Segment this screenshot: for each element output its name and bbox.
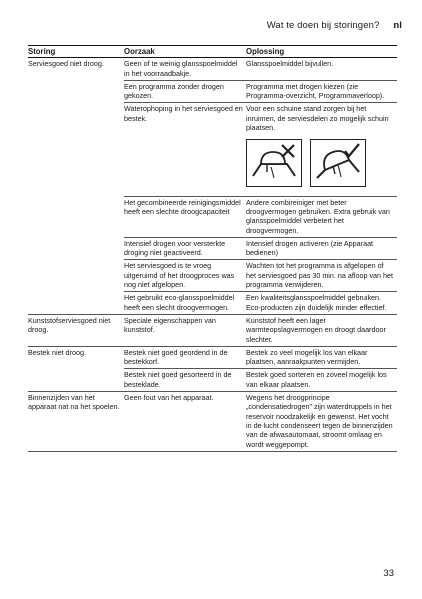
cause-cell: Geen of te weinig glansspoelmiddel in het voorraadbakje. [124, 58, 246, 81]
solution-cell: Bestek goed sorteren en zoveel mogelijk los van elkaar plaatsen. [246, 369, 397, 392]
cause-cell: Intensief drogen voor versterkte droging niet geactiveerd. [124, 237, 246, 260]
cross-mark-icon [282, 145, 294, 157]
problem-cell: Kunststofserviesgoed niet droog. [28, 314, 124, 346]
problem-cell: Binnenzijden van het apparaat nat na het spoelen. [28, 392, 124, 452]
solution-cell: Programma met drogen kiezen (zie Programma-overzicht, Programmaverloop). [246, 80, 397, 103]
cause-cell: Bestek niet goed gesorteerd in de besteklade. [124, 369, 246, 392]
table-row [28, 392, 397, 452]
table-header-row [28, 46, 397, 58]
column-header-problem: Storing [28, 46, 124, 58]
table-row [28, 58, 397, 81]
cause-cell: Het serviesgoed is te vroeg uitgeruimd of het droogproces was nog niet afgelopen. [124, 260, 246, 292]
solution-cell: Intensief drogen activeren (zie Apparaat bedienen) [246, 237, 397, 260]
cause-cell: Het gebruikt eco-glansspoelmiddel heeft een slecht droogvermogen. [124, 292, 246, 315]
solution-cell: Wachten tot het programma is afgelopen of het serviesgoed pas 30 min. na afloop van het programma verwijderen. [246, 260, 397, 292]
cause-cell: Speciale eigenschappen van kunststof. [124, 314, 246, 346]
cause-cell: Bestek niet goed geordend in de bestekkorf. [124, 346, 246, 369]
language-tag: nl [393, 20, 402, 31]
solution-cell: Een kwaliteitsglansspoelmiddel gebruiken. Eco-producten zijn duidelijk minder effectief. [246, 292, 397, 315]
problem-cell: Serviesgoed niet droog. [28, 58, 124, 315]
solution-cell: Bestek zo veel mogelijk los van elkaar plaatsen, aanraakpunten vermijden. [246, 346, 397, 369]
cause-cell: Het gecombineerde reinigingsmiddel heeft een slechte droogcapaciteit [124, 196, 246, 237]
page-header [267, 20, 402, 31]
solution-cell: Kunststof heeft een lager warmteopslagvermogen en droogt daardoor slechter. [246, 314, 397, 346]
header-title: Wat te doen bij storingen? [266, 20, 380, 31]
solution-cell: Andere combireiniger met beter droogvermogen gebruiken. Extra gebruik van glansspoelmiddel verbetert het droogvermogen. [246, 196, 397, 237]
cause-cell: Geen fout van het apparaat. [124, 392, 246, 452]
cause-cell: Waterophoping in het serviesgoed en bestek. [124, 103, 246, 196]
solution-cell: Glansspoelmiddel bijvullen. [246, 58, 397, 81]
troubleshooting-table [28, 45, 397, 452]
page-number: 33 [383, 568, 394, 579]
check-mark-icon [345, 144, 359, 156]
right-loading-illustration [310, 139, 366, 187]
problem-cell: Bestek niet droog. [28, 346, 124, 391]
wrong-loading-illustration [246, 139, 302, 187]
column-header-solution: Oplossing [246, 46, 397, 58]
column-header-cause: Oorzaak [124, 46, 246, 58]
solution-cell: Wegens het droogprincipe „condensatiedrogen" zijn waterdruppels in het reservoir noodzakelijk en gewenst. Het vocht in de lucht condenseert tegen de binnenzijden van de afwasautomaat, stroomt omlaag en wordt weggepompt. [246, 392, 397, 452]
cause-cell: Een programma zonder drogen gekozen. [124, 80, 246, 103]
loading-illustrations [246, 134, 397, 196]
solution-cell: Voor een schuine stand zorgen bij het inruimen, de serviesdelen zo mogelijk schuin plaatsen. [246, 104, 389, 133]
table-row [28, 314, 397, 346]
table-row [28, 346, 397, 369]
